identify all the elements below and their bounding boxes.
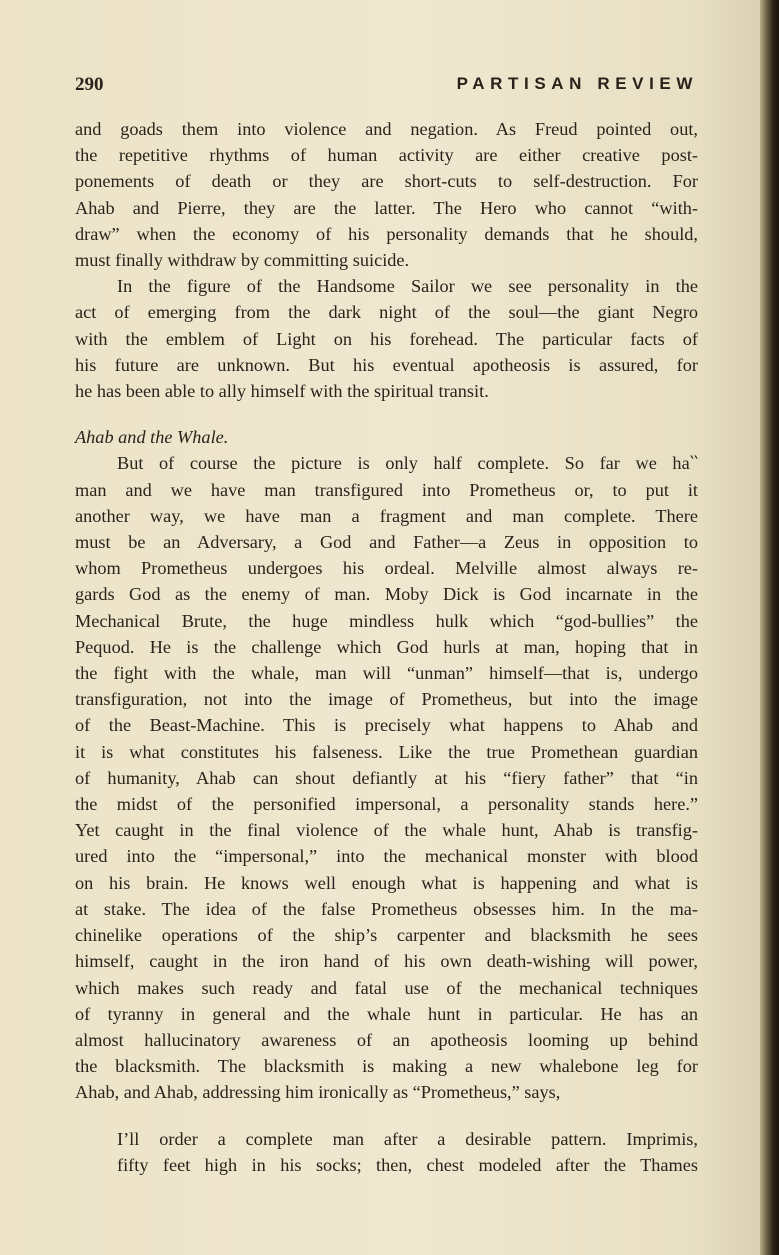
text-line: must be an Adversary, a God and Father—a Zeus in opposition to bbox=[75, 532, 698, 553]
text-line: of tyranny in general and the whale hunt in particular. He has an bbox=[75, 1003, 698, 1024]
spacer bbox=[75, 1106, 698, 1126]
text-line: it is what constitutes his falseness. Like the true Promethean guardian bbox=[75, 741, 698, 762]
text-line: draw” when the economy of his personality demands that he should, bbox=[75, 223, 698, 244]
text-line: another way, we have man a fragment and man complete. There bbox=[75, 505, 698, 526]
text-line: and goads them into violence and negation. As Freud pointed out, bbox=[75, 119, 698, 139]
text-line: must finally withdraw by committing suicide. bbox=[75, 250, 410, 271]
text-line: act of emerging from the dark night of the soul—the giant Negro bbox=[75, 302, 698, 323]
text-line: chinelike operations of the ship’s carpenter and blacksmith he sees bbox=[75, 925, 698, 946]
text-line: In the figure of the Handsome Sailor we see personality in the bbox=[117, 276, 698, 297]
text-line: ured into the “impersonal,” into the mechanical monster with blood bbox=[75, 846, 698, 867]
text-line: of humanity, Ahab can shout defiantly at his “fiery father” that “in bbox=[75, 767, 698, 788]
paragraph-2 bbox=[75, 273, 698, 404]
journal-title: PARTISAN REVIEW bbox=[456, 74, 698, 93]
body-text bbox=[75, 116, 698, 1178]
text-line: gards God as the enemy of man. Moby Dick is God incarnate in the bbox=[75, 584, 698, 605]
text-line: ponements of death or they are short-cuts to self-destruction. For bbox=[75, 171, 698, 192]
section-heading: Ahab and the Whale. bbox=[75, 427, 229, 448]
text-line: Pequod. He is the challenge which God hurls at man, hoping that in bbox=[75, 636, 698, 657]
page-number: 290 bbox=[75, 74, 104, 95]
quote-line: fifty feet high in his socks; then, chest modeled after the Thames bbox=[117, 1154, 698, 1175]
text-line: the repetitive rhythms of human activity are either creative post- bbox=[75, 145, 698, 166]
block-quote bbox=[75, 1126, 698, 1178]
paragraph-3 bbox=[75, 450, 698, 1105]
text-line: which makes such ready and fatal use of the mechanical techniques bbox=[75, 977, 698, 998]
text-line: on his brain. He knows well enough what is happening and what is bbox=[75, 872, 698, 893]
text-line: at stake. The idea of the false Prometheus obsesses him. In the ma- bbox=[75, 898, 698, 919]
text-line: Mechanical Brute, the huge mindless hulk which “god-bullies” the bbox=[75, 610, 698, 631]
text-line: the fight with the whale, man will “unman” himself—that is, undergo bbox=[75, 663, 698, 684]
text-line: But of course the picture is only half complete. So far we ha‵‵ bbox=[117, 453, 698, 474]
text-line: Ahab, and Ahab, addressing him ironically as “Prometheus,” says, bbox=[75, 1082, 561, 1103]
running-header bbox=[75, 74, 698, 102]
text-line: his future are unknown. But his eventual apotheosis is assured, for bbox=[75, 354, 698, 375]
text-line: almost hallucinatory awareness of an apotheosis looming up behind bbox=[75, 1029, 698, 1050]
text-line: with the emblem of Light on his forehead. The particular facts of bbox=[75, 328, 698, 349]
text-line: whom Prometheus undergoes his ordeal. Melville almost always re- bbox=[75, 558, 698, 579]
text-line: Yet caught in the final violence of the whale hunt, Ahab is transfig- bbox=[75, 820, 698, 841]
book-spine-edge bbox=[760, 0, 779, 1255]
text-line: transfiguration, not into the image of Prometheus, but into the image bbox=[75, 689, 698, 710]
text-line: the blacksmith. The blacksmith is making a new whalebone leg for bbox=[75, 1056, 698, 1077]
text-line: he has been able to ally himself with the spiritual transit. bbox=[75, 381, 489, 402]
quote-line: I’ll order a complete man after a desirable pattern. Imprimis, bbox=[117, 1128, 698, 1149]
text-line: the midst of the personified impersonal, a personality stands here.” bbox=[75, 794, 698, 815]
text-line: of the Beast-Machine. This is precisely what happens to Ahab and bbox=[75, 715, 698, 736]
text-line: Ahab and Pierre, they are the latter. The Hero who cannot “with- bbox=[75, 197, 698, 218]
text-line: man and we have man transfigured into Prometheus or, to put it bbox=[75, 479, 698, 500]
text-line: himself, caught in the iron hand of his own death-wishing will power, bbox=[75, 951, 698, 972]
paragraph-1 bbox=[75, 116, 698, 273]
